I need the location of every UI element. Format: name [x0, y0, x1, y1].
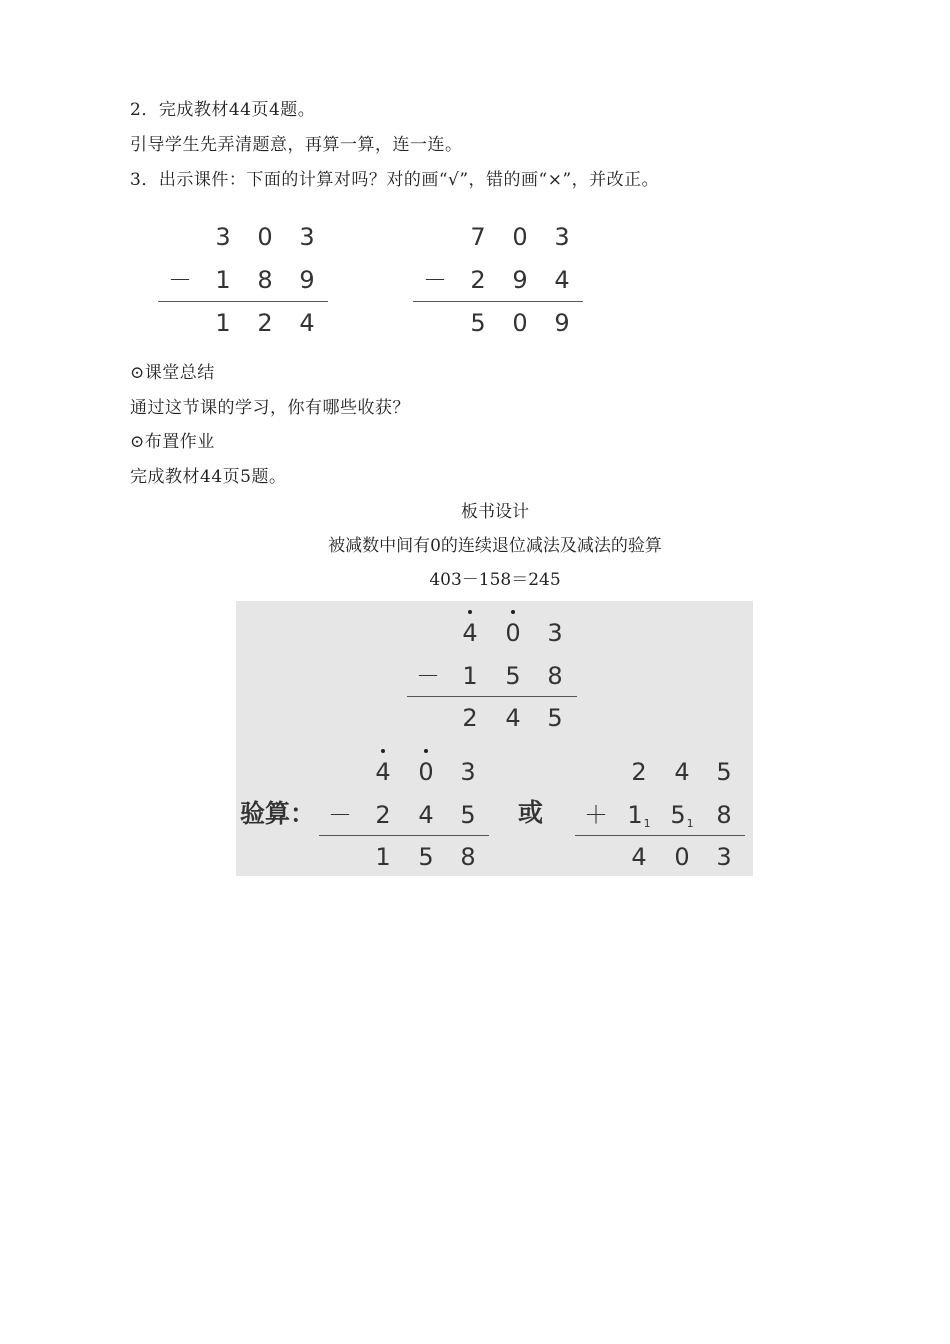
guide-text: 引导学生先弄清题意，再算一算，连一连。: [130, 135, 463, 155]
board-equation: 403－158＝245: [429, 570, 561, 590]
digit: 8: [460, 843, 476, 871]
borrow-dot: [511, 610, 515, 614]
digit: 4: [418, 801, 434, 829]
or-label: 或: [518, 798, 544, 827]
digit: 0: [512, 223, 528, 251]
step-3-text: 3．出示课件：下面的计算对吗？对的画“√”，错的画“×”，并改正。: [130, 170, 660, 190]
borrow-dot: [468, 610, 472, 614]
borrow-dot: [424, 749, 428, 753]
digit: 0: [257, 223, 273, 251]
digit: 4: [505, 704, 521, 732]
digit: 5: [470, 309, 486, 337]
digit: 2: [257, 309, 273, 337]
minus-sign: －: [416, 662, 440, 690]
digit: 9: [554, 309, 570, 337]
digit: 4: [554, 266, 570, 294]
digit: 0: [505, 619, 521, 647]
board-title: 板书设计: [461, 502, 529, 522]
summary-question: 通过这节课的学习，你有哪些收获？: [130, 398, 410, 418]
digit: 0: [418, 758, 434, 786]
minus-sign: －: [423, 266, 447, 294]
minus-sign: －: [168, 266, 192, 294]
minus-sign: －: [328, 801, 352, 829]
digit: 5: [505, 662, 521, 690]
digit: 2: [462, 704, 478, 732]
digit: 2: [470, 266, 486, 294]
board-calculation-panel: [236, 601, 753, 876]
digit-with-carry: [624, 800, 654, 839]
summary-heading: ⊙课堂总结: [130, 363, 215, 383]
digit: 1: [462, 662, 478, 690]
result-line: [158, 301, 328, 302]
digit: 0: [674, 843, 690, 871]
step-2-text: 2．完成教材44页4题。: [130, 100, 316, 120]
plus-sign: ＋: [584, 801, 608, 829]
carry-mark: 1: [686, 817, 694, 830]
digit: 4: [462, 619, 478, 647]
result-line: [575, 835, 745, 836]
digit: 3: [460, 758, 476, 786]
check-label: 验算：: [240, 799, 316, 828]
homework-heading: ⊙布置作业: [130, 432, 215, 452]
result-line: [407, 696, 577, 697]
digit: 0: [512, 309, 528, 337]
digit: 1: [215, 266, 231, 294]
carry-mark: 1: [643, 817, 651, 830]
board-subtitle: 被减数中间有0的连续退位减法及减法的验算: [328, 536, 662, 556]
homework-text: 完成教材44页5题。: [130, 467, 287, 487]
digit: 3: [299, 223, 315, 251]
digit: 8: [257, 266, 273, 294]
digit: 2: [631, 758, 647, 786]
digit: 4: [631, 843, 647, 871]
digit: 1: [215, 309, 231, 337]
digit: 4: [375, 758, 391, 786]
borrow-dot: [381, 749, 385, 753]
digit: 5: [716, 758, 732, 786]
digit: 8: [716, 801, 732, 829]
digit: 4: [674, 758, 690, 786]
result-line: [319, 835, 489, 836]
digit: 8: [547, 662, 563, 690]
digit: 5: [460, 801, 476, 829]
digit-with-carry: [667, 800, 697, 839]
digit: 5: [547, 704, 563, 732]
digit: 5: [418, 843, 434, 871]
digit: 3: [716, 843, 732, 871]
digit: 5: [670, 801, 686, 829]
digit: 3: [547, 619, 563, 647]
digit: 7: [470, 223, 486, 251]
digit: 9: [299, 266, 315, 294]
digit: 2: [375, 801, 391, 829]
digit: 4: [299, 309, 315, 337]
result-line: [413, 301, 583, 302]
digit: 3: [215, 223, 231, 251]
digit: 1: [627, 801, 643, 829]
digit: 1: [375, 843, 391, 871]
digit: 9: [512, 266, 528, 294]
digit: 3: [554, 223, 570, 251]
